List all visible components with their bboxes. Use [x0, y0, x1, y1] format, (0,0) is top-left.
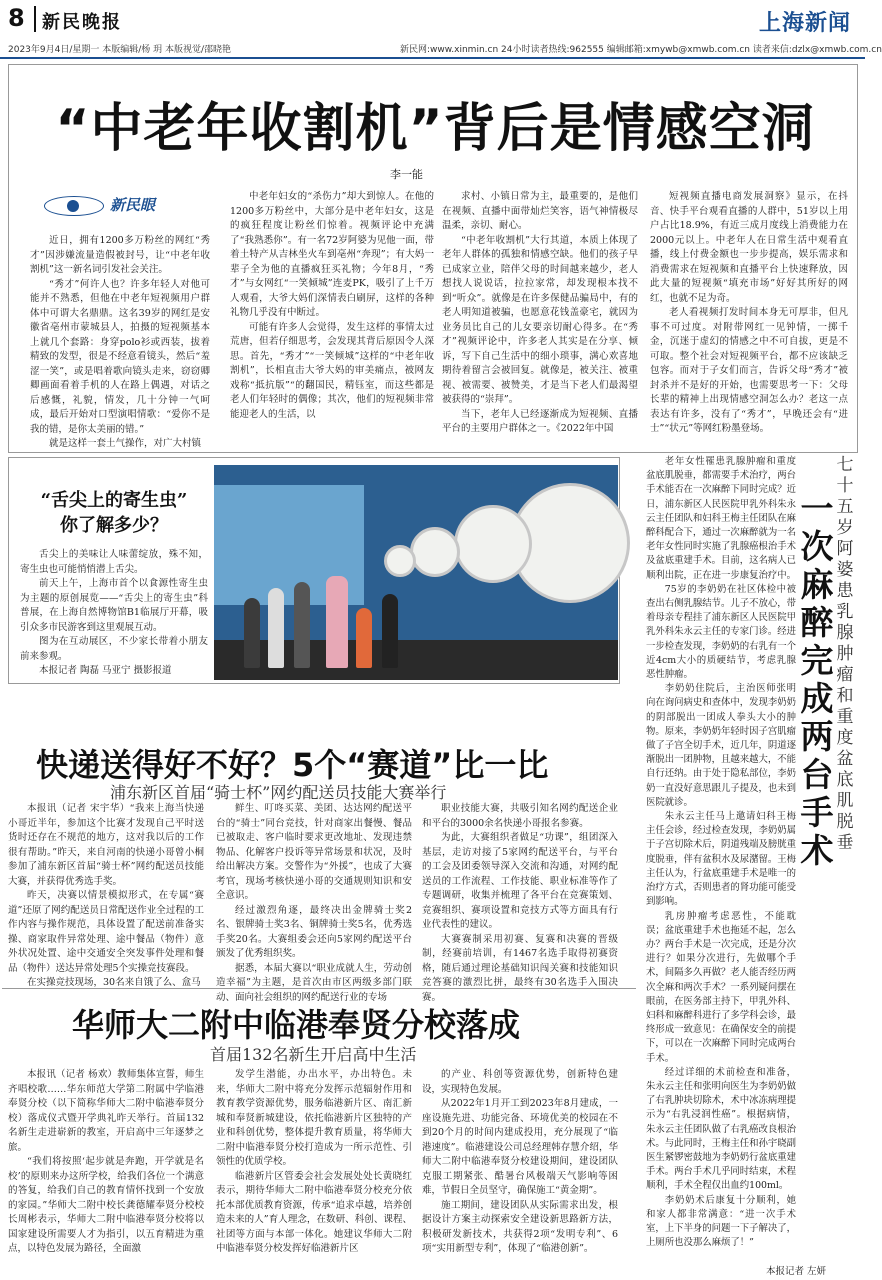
main-paragraph: 就是这样一套土气操作，对广大村镇	[49, 438, 202, 449]
main-paragraph: 当下，老年人已经逐渐成为短视频、直播平台的主要用户群体之一。《2022年中国	[442, 408, 638, 434]
huashi-paragraph: 施工期间，建设团队从实际需求出发，根据设计方案主动探索安全建设新思路新方法，积极研发新技术，共获得2项“发明专利”、6项“实用新型专利”，体现了“临港创新”。	[422, 1199, 618, 1254]
photo-visitor	[356, 608, 372, 668]
surgery-reporter: 本报记者 左妍	[766, 1266, 827, 1277]
contact-info: 新民网:www.xinmin.cn 24小时读者热线:962555 编辑邮箱:xmywb@xmwb.com.cn 读者来信:dzlx@xmwb.com.cn	[400, 45, 882, 55]
huashi-paragraph: “我们将按照‘起步就是奔跑，开学就是名校’的原则来办这所学校，给我们各位一个满意的答复，给我们自己的教育情怀找到一个安放的家园。”华师大二附中校长龚德耀奉贤分校校长周彬表示，华师大二附中临港奉贤分校将以国家建设所需要人才为指引，以五育精进为重点，以特色发展为路径，全面激	[8, 1156, 204, 1254]
main-paragraph: 老人看视频打发时间本身无可厚非，但凡事不可过度。对附带网红一见钟情，一掷千金，沉迷于虚幻的情感之中不可自拔，更是不可取。整个社会对短视频平台，都不应该缺乏包容。而对于子女们而言，告诉父母“秀才”被封杀并不是好的开始，也需要思考一下：父母长辈的精神上出现情感空洞怎么办？老这一点表达有许多，没有了“秀才”，早晚还会有“进士”“状元”等网红粉墨登场。	[650, 307, 848, 434]
section-divider	[2, 988, 636, 989]
parasite-paragraph: 舌尖上的美味让人味蕾绽放，殊不知，寄生虫也可能悄悄潜上舌尖。	[20, 549, 208, 575]
main-article-column-4	[650, 190, 848, 444]
surgery-title: 一次麻醉完成两台手术	[800, 489, 834, 870]
main-article-column-1	[30, 234, 210, 449]
main-article-author: 李一能	[390, 168, 423, 181]
surgery-subtitle: 七十五岁阿婆患乳腺肿瘤和重度盆底肌脱垂	[836, 455, 854, 853]
express-paragraph: 昨天，决赛以情景模拟形式，在专属“赛道”还原了网约配送员日常配送作业全过程的工作内容与操作规范，具体设置了配送前准备实操、商家取件异常处理、途中餐品（物件）意外状况处置、途中交通安全突发事件处理和餐品（物件）送达异常处理5个实操竞技赛段。	[8, 890, 204, 974]
huashi-paragraph: 发学生潜能，办出水平，办出特色。未来，华师大二附中将充分发挥示范辐射作用和教育教学资源优势，服务临港新片区、南汇新城和奉贤新城建设，依托临港新片区独特的产业和科创优势，整体提升教育质量，将华师大二附中临港奉贤分校打造成为一所示范性、引领性的优质学校。	[216, 1069, 412, 1167]
parasite-credit: 本报记者 陶磊 马亚宁 摄影报道	[39, 665, 172, 676]
page-header	[0, 0, 882, 60]
main-paragraph: 中老年妇女的“杀伤力”却大到惊人。在他的1200多万粉丝中，大部分是中老年妇女，这是的疯狂程度让粉丝们惊着。视频评论中充满了“我熟悉你”。有一名72岁阿婆为见他一面，带着土特产从吉林坐火车到亳州“奔现”；有大妈一辈子全为他的直播疯狂买礼物；今年8月，“秀才”与女网红“一笑倾城”连麦PK，吸引了上千万人观看，大爷大妈们深情表白刷屏，这样的各种礼物几乎没有中断过。	[230, 191, 434, 318]
main-article-title: “中老年收割机”背后是情感空洞	[55, 99, 815, 159]
parasite-paragraph: 前天上午，上海市首个以食源性寄生虫为主题的原创展览——“舌尖上的寄生虫”科普展，在上海自然博物馆B1临展厅开幕，吸引众多市民游客到这里观展互动。	[20, 578, 208, 633]
main-paragraph: “中老年收割机”大行其道，本质上体现了老年人群体的孤独和情感空缺。他们的孩子早已成家立业，陪伴父母的时间越来越少，老人想找人说说话，拉拉家常，却发现根本找不到“听众”。就像是在许多保健品骗局中，有的老人明知道被骗，也愿意花钱盖豪宅，就因为业务员比自己的儿女要亲切耐心得多。在“秀才”视频评论中，许多老人其实是在分享、倾诉，写下自己生活中的细小琐事，满心欢喜地期待着留言会被回复。就像是，被关注、被重视、被需要、被赞美，才是当下老人们最渴望被获得的“崇拜”。	[442, 234, 638, 405]
huashi-paragraph: 本报讯（记者 杨欢）教师集体宣誓，师生齐唱校歌……华东师范大学第二附属中学临港奉贤分校（以下简称华师大二附中临港奉贤分校）落成仪式暨开学典礼昨天举行。首届132名新生走进崭新的教室，开启高中三年逐梦之旅。	[8, 1069, 204, 1153]
express-paragraph: 在实操竞技现场，30名来自饿了么、盒马	[27, 977, 201, 988]
parasite-title-line-2: 你了解多少？	[60, 515, 168, 536]
huashi-title: 华师大二附中临港奉贤分校落成	[72, 1006, 521, 1044]
header-divider	[34, 6, 36, 32]
paper-name: 新民晚报	[42, 12, 122, 33]
parasite-paragraph: 图为在互动展区，不少家长带着小朋友前来参观。	[20, 636, 208, 662]
main-paragraph: 短视频直播电商发展洞察》显示，在抖音、快手平台观看直播的人群中，51岁以上用户占比18.9%，有近三成月度线上消费能力在2000元以上。中老年人在日常生活中观看直播，线上付费金额也一步步提高，娱乐需求和消费需求在短视频和直播平台上快速释放，因此大量的短视频“填充市场”好好其所好的网红，也就不足为奇。	[650, 191, 848, 304]
parasite-title-line-1: “舌尖上的寄生虫”	[40, 490, 188, 511]
dateline: 2023年9月4日/星期一 本版编辑/杨 玥 本版视觉/邵晓艳	[8, 45, 232, 55]
huashi-paragraph: 从2022年1月开工到2023年8月建成，一座设施先进、功能完备、环境优美的校园在不到20个月的时间内建成投用，充分展现了“临港速度”。临港建设公司总经理韩存慧介绍，华师大二附中临港奉贤分校建设期间，建设团队克服工期紧张、酷暑台风极端天气影响等困难，节假日全员坚守，确保施工“黄金期”。	[422, 1098, 618, 1196]
main-paragraph: 近日，拥有1200多万粉丝的网红“秀才”因涉嫌流量造假被封号，让“中老年收割机”这一新名词引发社会关注。	[30, 235, 210, 275]
surgery-paragraph: 老年女性罹患乳腺肿瘤和重度盆底肌脱垂，都需要手术治疗，两台手术能否在一次麻醉下同时完成？近日，浦东新区人民医院甲乳外科朱永云主任团队和妇科王梅主任团队在麻醉科配合下，通过一次麻醉就为一名老年女性同时实施了乳腺癌根治手术及盆底重建手术。目前，这名病人已顺利出院，正在进一步康复治疗中。	[646, 456, 797, 581]
main-article-column-2	[230, 190, 434, 444]
photo-display-disc	[410, 527, 460, 577]
express-column-2	[216, 802, 412, 1003]
header-rule	[0, 57, 865, 59]
photo-visitor	[268, 588, 284, 668]
photo-visitor	[382, 594, 398, 668]
surgery-paragraph: 朱永云主任马上邀请妇科王梅主任会诊，经过检查发现，李奶奶属于子宫切除术后，阴道残端及膀胱重度脱垂，伴有盆积水及尿潴留。王梅主任认为，行盆底重建手术是唯一的治疗方式，否则患者的肾功能可能受到影响。	[646, 811, 797, 908]
huashi-column-3	[422, 1068, 618, 1276]
surgery-paragraph: 乳房肿瘤考虑恶性，不能耽误；盆底重建手术也拖延不起，怎么办？两台手术是一次完成，还是分次进行？如果分次进行，先做哪个手术，间隔多久再做？老人能否经历两次全麻和两次手术？一系列疑问摆在眼前，在医务部主持下，甲乳外科、妇科和麻醉科进行了多学科会诊，最终形成一致意见：在确保安全的前提下，可以在一次麻醉下同时完成两台手术。	[646, 910, 797, 1064]
express-subtitle: 浦东新区首届“骑士杯”网约配送员技能大赛举行	[110, 783, 447, 802]
express-paragraph: 本报讯（记者 宋宇华）“我来上海当快递小哥近半年，参加这个比赛才发现自己平时送货时还存在不规范的地方，这对我以后的工作很有帮助。”昨天，来自河南的快递小哥曾小桐参加了浦东新区首届“骑士杯”网约配送员技能大赛，并获得优秀选手奖。	[8, 803, 204, 887]
exhibition-photo	[214, 465, 618, 680]
surgery-paragraph: 李奶奶术后康复十分顺利，她和家人都非常满意：“进一次手术室，上下半身的问题一下子解决了，上厕所也没那么麻烦了！”	[646, 1194, 797, 1249]
express-title: 快递送得好不好？5个“赛道”比一比	[36, 746, 549, 784]
section-title: 上海新闻	[758, 11, 851, 36]
photo-display-disc	[454, 505, 532, 583]
express-paragraph: 经过激烈角逐，最终决出金牌骑士奖2名、银牌骑士奖3名、铜牌骑士奖5名，优秀选手奖20名。大赛组委会还向5家网约配送平台颁发了优秀组织奖。	[216, 904, 412, 959]
huashi-subtitle: 首届132名新生开启高中生活	[210, 1045, 417, 1064]
surgery-paragraph: 李奶奶住院后，主治医师张明向在询问病史和查体中，发现李奶奶的阴部脱出一团成人拳头大小的肿物。原来，李奶奶年轻时因子宫肌瘤做了子宫全切手术，近几年，阴道逐渐脱出一团肿物，且越来越大，不能自行还纳。由于处于隐私部位，李奶奶一直没好意思跟儿子提及，也未到医院就诊。	[646, 683, 797, 808]
huashi-column-2	[216, 1068, 412, 1276]
photo-visitor	[244, 598, 260, 668]
surgery-body	[646, 455, 796, 1260]
column-logo-text: 新民眼	[110, 196, 156, 214]
photo-display-disc	[384, 545, 416, 577]
huashi-paragraph: 的产业、科创等资源优势，创新特色建设，实现特色发展。	[422, 1069, 618, 1095]
express-paragraph: 为此，大赛组织者做足“功课”，组团深入基层，走访对接了5家网约配送平台，与平台的工会及团委领导深入交流和沟通，对网约配送员的工作流程、工作技能、职业标准等作了专题调研，收集并梳理了各平台在竞赛策划、竞赛组织、赛项设置和竞技方式等方面具有行业代表性的建议。	[422, 832, 618, 930]
photo-visitor	[326, 576, 348, 668]
surgery-paragraph: 经过详细的术前检查和准备，朱永云主任和张明向医生为李奶奶做了右乳肿块切除术，术中冰冻病理提示为“右乳浸润性癌”。根据病情，朱永云主任团队做了右乳癌改良根治术。与此同时，王梅主任和孙宇晓副医生紧锣密鼓地为李奶奶行盆底重建手术。两台手术几乎同时结束，术程顺利，手术全程仅出血约100ml。	[646, 1066, 797, 1192]
main-article-column-3	[442, 190, 638, 444]
column-logo	[44, 190, 184, 220]
huashi-paragraph: 临港新片区管委会社会发展处处长黄晓红表示，期待华师大二附中临港奉贤分校充分依托本部优质教育资源，传承“追求卓越，培养创造未来的人”育人理念，在数研、科创、课程、社团等方面与本部一体化。她建议华师大二附中临港奉贤分校发挥好临港新片区	[216, 1170, 412, 1254]
parasite-body	[20, 548, 208, 680]
express-paragraph: 鲜生、叮咚买菜、美团、达达网约配送平台的“骑士”同台竞技，针对商家出餐慢、餐品已被取走、客户临时要求更改地址、发现违禁物品、化解客户投诉等异常场景和状况，及时给出解决方案。交警作为“外援”，也成了大赛考官，现场考核快递小哥的交通规则知识和安全意识。	[216, 803, 412, 901]
express-column-3	[422, 802, 618, 1003]
newsmin-eye-logo-icon	[44, 196, 104, 216]
main-paragraph: 求村、小镇日常为主，最重要的，是他们在视频、直播中面带灿烂笑容，语气神情极尽温柔，亲切、耐心。	[442, 191, 638, 231]
surgery-paragraph: 75岁的李奶奶在社区体检中被查出右侧乳腺结节。儿子不放心，带着母亲专程挂了浦东新区人民医院甲乳外科朱永云主任的专家门诊。经进一步检查发现，李奶奶的右乳有一个近4cm大小的质硬结节，考虑乳腺恶性肿瘤。	[646, 583, 797, 681]
main-paragraph: “秀才”何许人也？许多年轻人对他可能并不熟悉，但他在中老年短视频用户群体中可谓大名鼎鼎。这名39岁的网红是安徽省亳州市蒙城县人，拍摄的短视频基本上就几个套路：身穿polo衫或西装，拔着精致的发型，很是不经意看镜头，然后“羞涩一笑”，或是唱着歌向镜头走来，窃窃卿卿画面看着手机的人在路上偶遇，对话之后感慨，礼貌，情发，几十分钟一气呵成，最后开始对口型演唱情歌：“爱你不是我的错，是你太美丽的错。”	[30, 278, 210, 435]
express-paragraph: 职业技能大赛，共吸引知名网约配送企业和平台的3000余名快递小哥报名参赛。	[422, 803, 618, 829]
express-paragraph: 大赛赛制采用初赛、复赛和决赛的晋级制，经赛前培训，有1467名选手取得初赛资格，随后通过理论基础知识闯关赛和技能知识竞答赛的激烈比拼，最终有30名选手入围决赛。	[422, 933, 618, 1003]
parasite-title	[16, 488, 212, 538]
main-paragraph: 可能有许多人会觉得，发生这样的事情太过荒唐，但若仔细思考，会发现其背后原因令人深思。首先，“秀才”“一笑倾城”这样的“中老年收割机”，长相直击大爷大妈的审美痛点，被网友戏称“抵抗版”“的翻国民，精钰室，而这些都是老人们年轻时的偶像；其次，他们的短视频非常能迎老人的生活，以	[230, 321, 434, 420]
express-column-1	[8, 802, 204, 988]
huashi-column-1	[8, 1068, 204, 1276]
page-number: 8	[8, 4, 25, 32]
express-paragraph: 据悉，本届大赛以“职业成就人生，劳动创造幸福”为主题，是首次由市区两级多部门联动、面向社会组织的网约配送行业的专场	[216, 962, 412, 1003]
photo-visitor	[294, 582, 310, 668]
